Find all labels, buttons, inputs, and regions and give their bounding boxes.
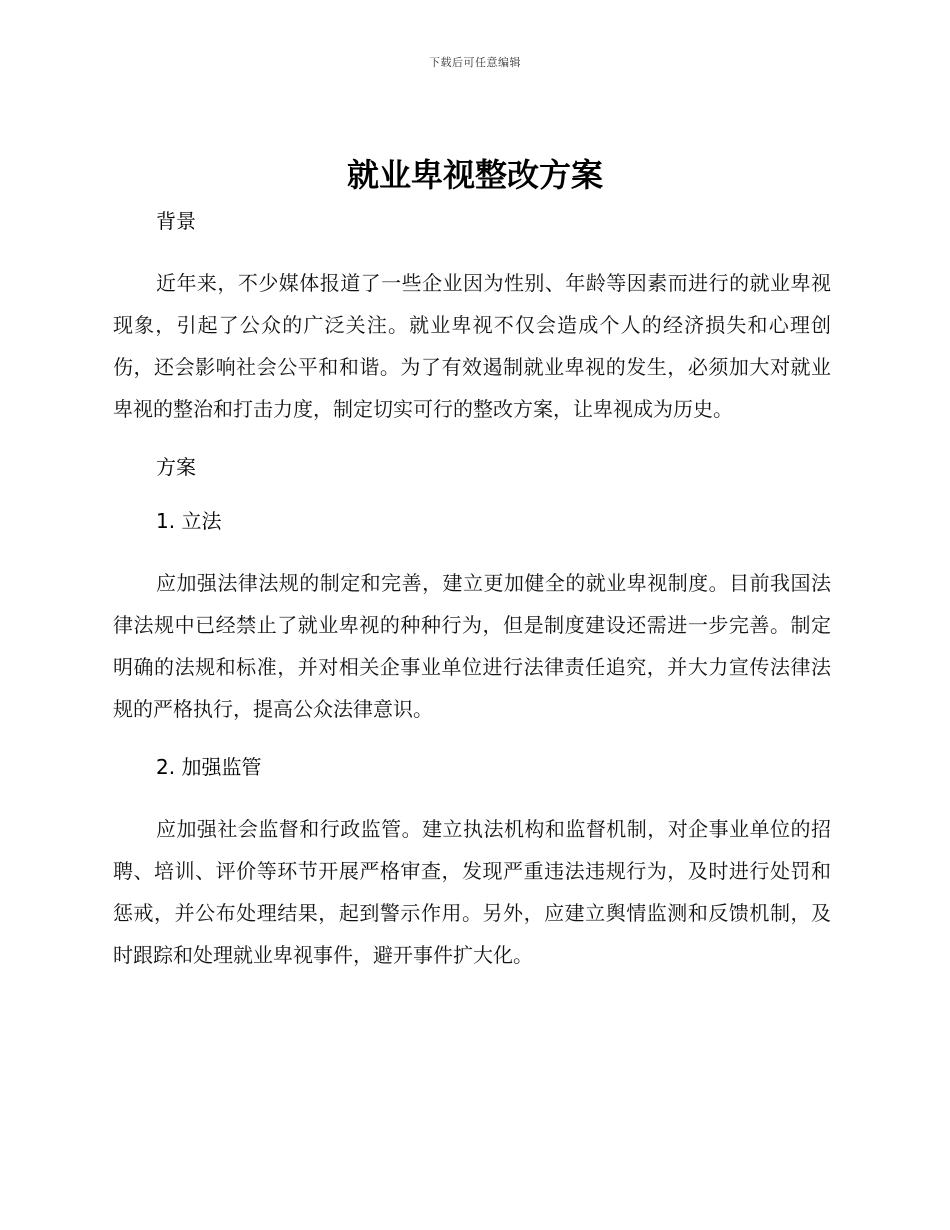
document-body	[113, 206, 831, 976]
document-title: 就业卑视整改方案	[346, 156, 603, 194]
section-heading-background: 背景	[156, 209, 196, 233]
header-note: 下载后可任意编辑	[429, 56, 521, 69]
paragraph-supervision: 应加强社会监督和行政监管。建立执法机构和监督机制，对企事业单位的招聘、培训、评价等环节开展严格审查，发现严重违法违规行为，及时进行处罚和惩戒，并公布处理结果，起到警示作用。另外，应建立舆情监测和反馈机制，及时跟踪和处理就业卑视事件，避开事件扩大化。	[113, 817, 831, 967]
paragraph-legislation: 应加强法律法规的制定和完善，建立更加健全的就业卑视制度。目前我国法律法规中已经禁止了就业卑视的种种行为，但是制度建设还需进一步完善。制定明确的法规和标准，并对相关企事业单位进行法律责任追究，并大力宣传法律法规的严格执行，提高公众法律意识。	[113, 571, 831, 721]
paragraph-background: 近年来，不少媒体报道了一些企业因为性别、年龄等因素而进行的就业卑视现象，引起了公众的广泛关注。就业卑视不仅会造成个人的经济损失和心理创伤，还会影响社会公平和和谐。为了有效遏制就业卑视的发生，必须加大对就业卑视的整治和打击力度，制定切实可行的整改方案，让卑视成为历史。	[113, 271, 831, 421]
subsection-heading-supervision: 2. 加强监管	[156, 755, 262, 779]
section-heading-plan: 方案	[156, 455, 196, 479]
subsection-heading-legislation: 1. 立法	[156, 509, 222, 533]
